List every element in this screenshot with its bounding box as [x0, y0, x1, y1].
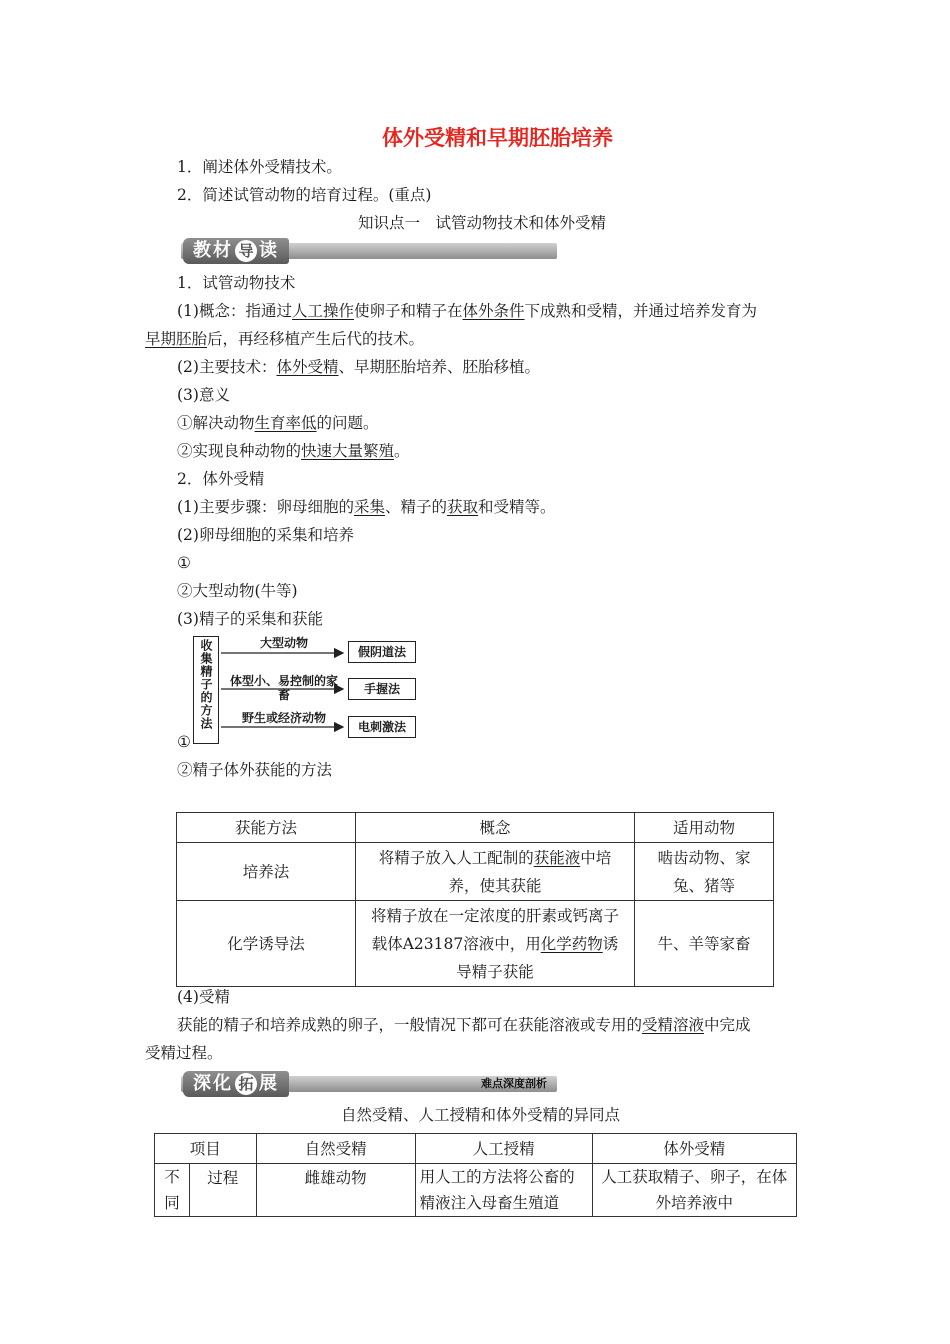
sperm-collection-diagram	[193, 636, 425, 744]
diagram-result-3: 电刺激法	[348, 716, 416, 738]
table-header: 概念	[356, 813, 635, 843]
table-header: 自然受精	[256, 1134, 415, 1164]
page-title: 体外受精和早期胚胎培养	[382, 126, 613, 150]
banner-tail-text: 难点深度剖析	[481, 1077, 547, 1090]
table-header: 体外受精	[592, 1134, 796, 1164]
banner-textbook-guide	[181, 238, 557, 264]
oocyte-heading: (2)卵母细胞的采集和培养	[177, 526, 354, 544]
fertilization-heading: (4)受精	[177, 988, 230, 1006]
table-row	[177, 843, 774, 901]
table-header: 人工授精	[415, 1134, 592, 1164]
table-cell: 啮齿动物、家兔、猪等	[635, 843, 774, 901]
diagram-case-2: 体型小、易控制的家畜	[229, 674, 338, 702]
table-cell: 牛、羊等家畜	[635, 901, 774, 987]
oocyte-item-1: ①	[177, 554, 191, 572]
sperm-heading: (3)精子的采集和获能	[177, 610, 323, 628]
banner-deepening	[181, 1071, 557, 1097]
sperm-item-1: ①	[177, 733, 191, 751]
banner-circle-badge: 导	[235, 240, 257, 262]
meaning-heading: (3)意义	[177, 386, 230, 404]
banner-circle-badge: 拓	[235, 1073, 257, 1095]
section-heading: 知识点一 试管动物技术和体外受精	[358, 214, 607, 232]
main-tech: (2)主要技术：体外受精、早期胚胎培养、胚胎移植。	[177, 358, 540, 376]
table-row	[155, 1164, 797, 1217]
concept-line-1: (1)概念：指通过人工操作使卵子和精子在体外条件下成熟和受精，并通过培养发育为	[177, 302, 758, 320]
diagram-case-3: 野生或经济动物	[241, 711, 326, 725]
heading-1: 1．试管动物技术	[177, 274, 296, 292]
meaning-1: ①解决动物生育率低的问题。	[177, 414, 379, 432]
table-cell: 人工获取精子、卵子，在体外培养液中	[592, 1164, 796, 1217]
diagram-result-2: 手握法	[348, 678, 416, 700]
banner-left-text: 教材	[193, 240, 233, 261]
table2-caption: 自然受精、人工授精和体外受精的异同点	[341, 1106, 621, 1124]
table-cell: 培养法	[177, 843, 356, 901]
goal-1: 1．阐述体外受精技术。	[177, 158, 342, 176]
capacitation-table	[176, 812, 774, 987]
table-row	[177, 901, 774, 987]
table-cell: 不同	[155, 1164, 190, 1217]
concept-line-2: 早期胚胎后，再经移植产生后代的技术。	[145, 330, 425, 348]
fertilization-line-1: 获能的精子和培养成熟的卵子，一般情况下都可在获能溶液或专用的受精溶液中完成	[177, 1016, 751, 1034]
oocyte-item-2: ②大型动物(牛等)	[177, 582, 298, 600]
table-cell: 将精子放入人工配制的获能液中培养，使其获能	[356, 843, 635, 901]
banner-right-text: 读	[259, 240, 279, 261]
table-header: 适用动物	[635, 813, 774, 843]
comparison-table	[154, 1133, 797, 1217]
table-cell: 将精子放在一定浓度的肝素或钙离子载体A23187溶液中，用化学药物诱导精子获能	[356, 901, 635, 987]
table-cell: 过程	[190, 1164, 257, 1217]
diagram-result-1: 假阴道法	[348, 641, 416, 663]
banner-left-text: 深化	[193, 1073, 233, 1094]
heading-2: 2．体外受精	[177, 470, 265, 488]
table-cell: 化学诱导法	[177, 901, 356, 987]
fertilization-line-2: 受精过程。	[145, 1044, 223, 1062]
diagram-label-box: 收集精子的方法	[193, 636, 219, 744]
sperm-item-2: ②精子体外获能的方法	[177, 761, 333, 779]
banner-right-text: 展	[259, 1073, 279, 1094]
diagram-case-1: 大型动物	[259, 636, 308, 650]
main-steps: (1)主要步骤：卵母细胞的采集、精子的获取和受精等。	[177, 498, 556, 516]
goal-2: 2．简述试管动物的培育过程。(重点)	[177, 186, 432, 204]
table-header: 项目	[155, 1134, 257, 1164]
table-cell: 雌雄动物	[256, 1164, 415, 1217]
table-cell: 用人工的方法将公畜的精液注入母畜生殖道	[415, 1164, 592, 1217]
meaning-2: ②实现良种动物的快速大量繁殖。	[177, 442, 410, 460]
table-header: 获能方法	[177, 813, 356, 843]
